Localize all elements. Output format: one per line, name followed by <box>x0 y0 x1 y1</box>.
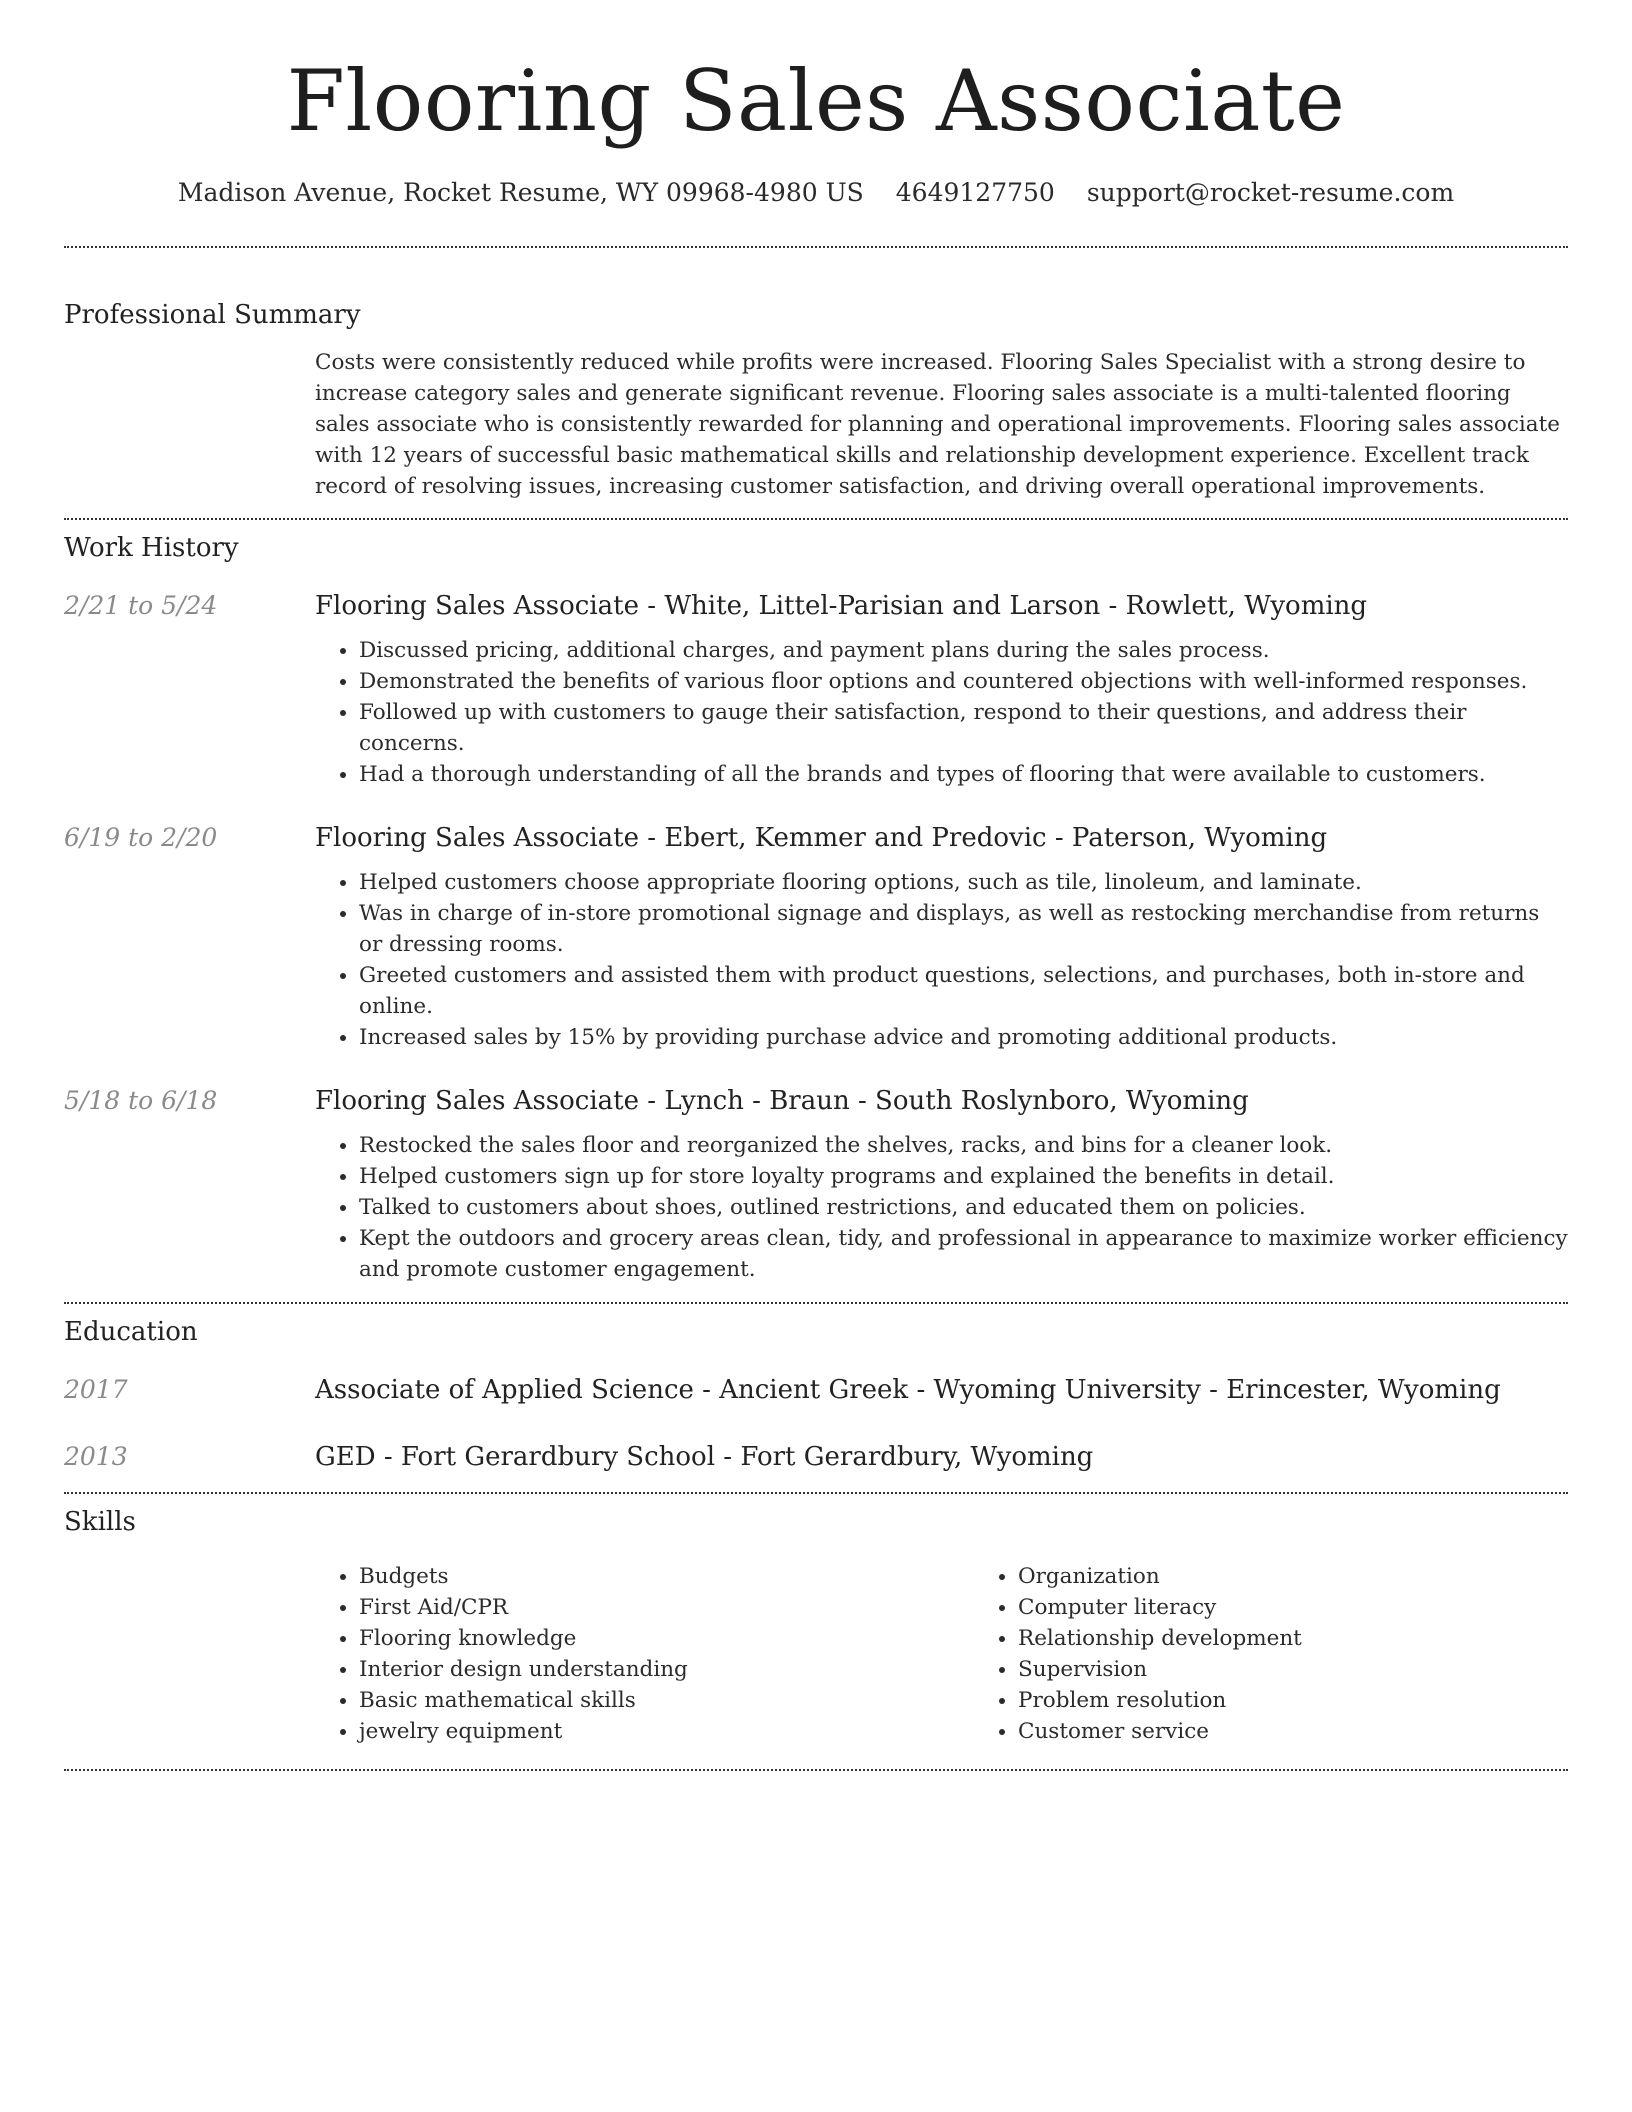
skill-item: • Customer service <box>1018 1716 1632 1747</box>
skill-item: • Basic mathematical skills <box>359 1685 974 1716</box>
list-item: • Was in charge of in-store promotional signage and displays, as well as restocking merchandise from returns or dressing rooms. <box>359 898 1568 960</box>
summary-section <box>64 298 1568 502</box>
job-title <box>315 1084 1568 1118</box>
education-title-line <box>315 1373 1568 1407</box>
job-bullets <box>315 635 1568 790</box>
contact-line <box>64 176 1568 210</box>
job-bullets <box>315 1130 1568 1285</box>
job-employer: - White, Littel-Parisian and Larson - Rowlett, Wyoming <box>639 591 1368 621</box>
job-role: Flooring Sales Associate <box>315 591 640 621</box>
list-item: • Discussed pricing, additional charges, and payment plans during the sales process. <box>359 635 1568 666</box>
job-dates: 2/21 to 5/24 <box>64 591 218 620</box>
list-item: • Restocked the sales floor and reorganized the shelves, racks, and bins for a cleaner look. <box>359 1130 1568 1161</box>
job-dates: 6/19 to 2/20 <box>64 823 218 852</box>
skills-section <box>64 1505 1568 1747</box>
skill-item: • Interior design understanding <box>359 1654 974 1685</box>
skill-item: • First Aid/CPR <box>359 1592 974 1623</box>
education-entry <box>64 1373 1568 1407</box>
skills-grid <box>315 1561 1632 1747</box>
education-school: - Fort Gerardbury School - Fort Gerardbury, Wyoming <box>375 1442 1094 1472</box>
skills-column-2 <box>974 1561 1632 1747</box>
work-history-section <box>64 531 1568 1285</box>
summary-divider <box>64 518 1568 520</box>
education-title-line <box>315 1440 1568 1474</box>
education-degree: GED <box>315 1442 376 1472</box>
skill-item: • Organization <box>1018 1561 1632 1592</box>
skill-item: • Problem resolution <box>1018 1685 1632 1716</box>
list-item: • Kept the outdoors and grocery areas clean, tidy, and professional in appearance to maximize worker efficiency and promote customer engagement. <box>359 1223 1568 1285</box>
contact-email: support@rocket-resume.com <box>1086 178 1455 207</box>
resume-name: Flooring Sales Associate <box>286 52 1346 150</box>
job-title <box>315 589 1568 623</box>
skill-item: • Flooring knowledge <box>359 1623 974 1654</box>
list-item: • Talked to customers about shoes, outlined restrictions, and educated them on policies. <box>359 1192 1568 1223</box>
list-item: • Increased sales by 15% by providing purchase advice and promoting additional products. <box>359 1022 1568 1053</box>
education-year: 2013 <box>64 1442 128 1471</box>
education-degree: Associate of Applied Science - Ancient Greek <box>315 1375 909 1405</box>
header-divider <box>64 246 1568 248</box>
job-title <box>315 821 1568 855</box>
job-role: Flooring Sales Associate <box>315 1086 640 1116</box>
education-title: Education <box>64 1317 198 1347</box>
list-item: • Greeted customers and assisted them with product questions, selections, and purchases, both in-store and online. <box>359 960 1568 1022</box>
skill-item: • Computer literacy <box>1018 1592 1632 1623</box>
contact-phone: 4649127750 <box>895 178 1055 207</box>
skills-title: Skills <box>64 1507 136 1537</box>
summary-title: Professional Summary <box>64 300 361 330</box>
job-bullets <box>315 867 1568 1053</box>
list-item: • Followed up with customers to gauge their satisfaction, respond to their questions, and address their concerns. <box>359 697 1568 759</box>
work-divider <box>64 1302 1568 1304</box>
job-entry <box>64 1084 1568 1285</box>
job-entry <box>64 589 1568 790</box>
education-divider <box>64 1492 1568 1494</box>
list-item: • Helped customers choose appropriate flooring options, such as tile, linoleum, and laminate. <box>359 867 1568 898</box>
job-entry <box>64 821 1568 1053</box>
contact-address: Madison Avenue, Rocket Resume, WY 09968-4980 US <box>177 178 864 207</box>
job-dates: 5/18 to 6/18 <box>64 1086 218 1115</box>
list-item: • Helped customers sign up for store loyalty programs and explained the benefits in detail. <box>359 1161 1568 1192</box>
education-year: 2017 <box>64 1375 128 1404</box>
skill-item: • Relationship development <box>1018 1623 1632 1654</box>
summary-text: Costs were consistently reduced while profits were increased. Flooring Sales Specialist with a strong desire to increase category sales and generate significant revenue. Flooring sales associate is a multi-talented flooring sales associate who is consistently rewarded for planning and operational improvements. Flooring sales associate with 12 years of successful basic mathematical skills and relationship development experience. Excellent track record of resolving issues, increasing customer satisfaction, and driving overall operational improvements. <box>315 350 1560 499</box>
education-section <box>64 1315 1568 1474</box>
job-employer: - Ebert, Kemmer and Predovic - Paterson, Wyoming <box>639 823 1328 853</box>
list-item: • Demonstrated the benefits of various floor options and countered objections with well-informed responses. <box>359 666 1568 697</box>
education-school: - Wyoming University - Erincester, Wyoming <box>908 1375 1501 1405</box>
job-role: Flooring Sales Associate <box>315 823 640 853</box>
skill-item: • jewelry equipment <box>359 1716 974 1747</box>
job-employer: - Lynch - Braun - South Roslynboro, Wyoming <box>639 1086 1249 1116</box>
skills-divider <box>64 1769 1568 1771</box>
list-item: • Had a thorough understanding of all the brands and types of flooring that were available to customers. <box>359 759 1568 790</box>
skill-item: • Budgets <box>359 1561 974 1592</box>
skills-column-1 <box>315 1561 974 1747</box>
education-entry <box>64 1440 1568 1474</box>
work-history-title: Work History <box>64 533 239 563</box>
skill-item: • Supervision <box>1018 1654 1632 1685</box>
